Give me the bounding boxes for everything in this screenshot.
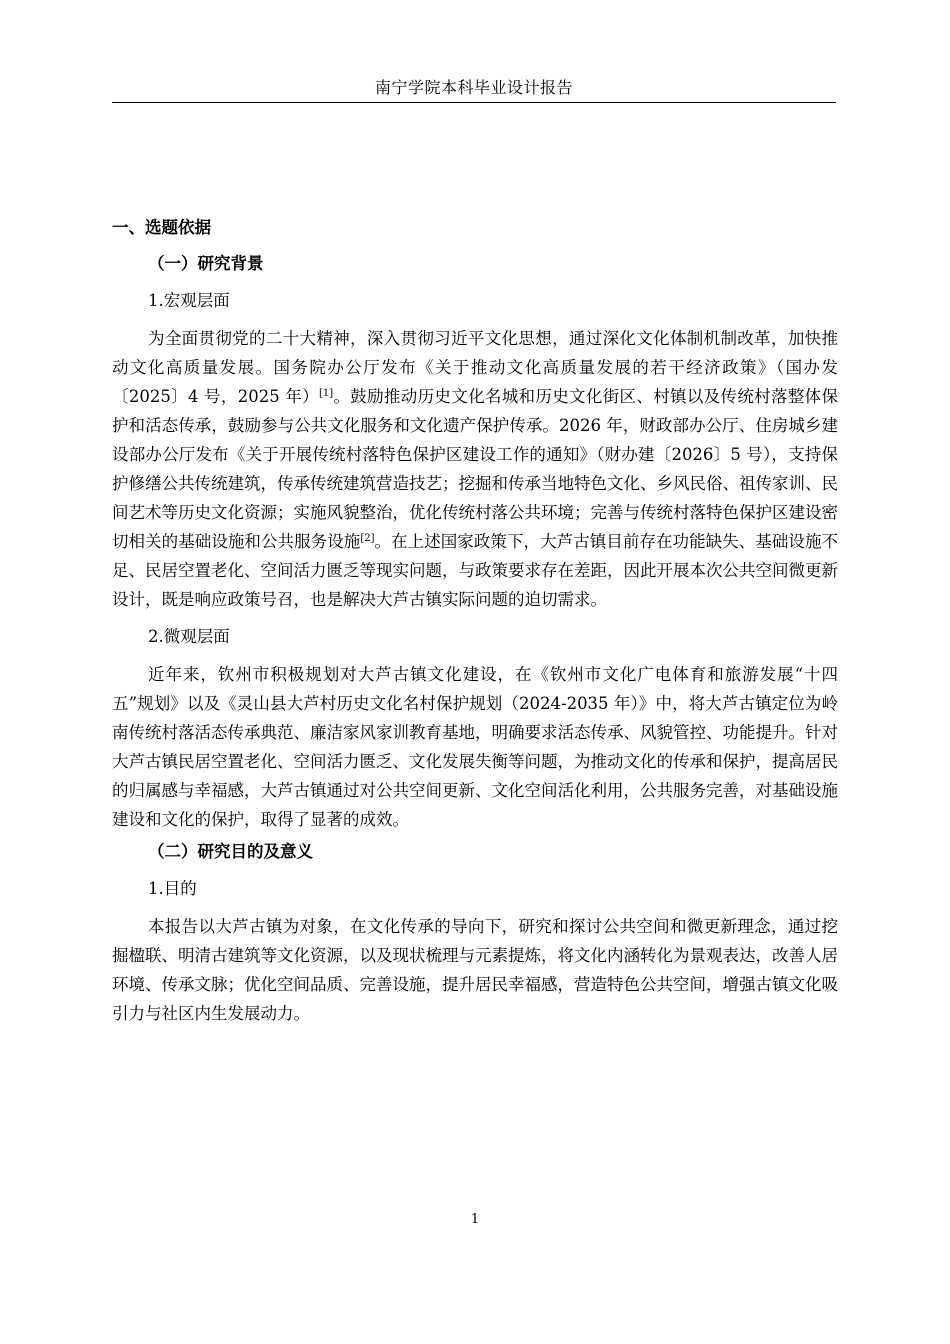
header-title: 南宁学院本科毕业设计报告 bbox=[374, 78, 573, 97]
paragraph-macro-text-b: 。鼓励推动历史文化名城和历史文化街区、村镇以及传统村落整体保护和活态传承，鼓励参与公共文化服务和文化遗产保护传承。2026 年，财政部办公厅、住房城乡建设部办公厅发布《关于开展传统村落特色保护区建设工作的通知》（财办建〔2026〕5 号），支持保护修缮公共传统建筑，传承传统建筑营造技艺；挖掘和传承当地特色文化、乡风民俗、祖传家训、民间艺术等历史文化资源；实施风貌整治，优化传统村落公共环境；完善与传统村落特色保护区建设密切相关的基础设施和公共服务设施 bbox=[112, 387, 838, 551]
page-number: 1 bbox=[470, 1212, 480, 1227]
subsection-heading-research-background: （一）研究背景 bbox=[148, 254, 264, 273]
page-header bbox=[112, 74, 836, 103]
page-body bbox=[112, 210, 838, 1032]
heading-purpose: 1.目的 bbox=[148, 879, 197, 898]
paragraph-macro-text-a: 为全面贯彻党的二十大精神，深入贯彻习近平文化思想，通过深化文化体制机制改革，加快推动文化高质量发展。国务院办公厅发布《关于推动文化高质量发展的若干经济政策》（国办发〔2025〕4 号，2025 年） bbox=[112, 329, 838, 406]
heading-macro-level: 1.宏观层面 bbox=[148, 291, 230, 310]
paragraph-macro-level bbox=[112, 324, 838, 614]
citation-1: [1] bbox=[318, 388, 334, 399]
subsection-heading-purpose-significance: （二）研究目的及意义 bbox=[148, 842, 313, 861]
paragraph-micro-level: 近年来，钦州市积极规划对大芦古镇文化建设，在《钦州市文化广电体育和旅游发展“十四五”规划》以及《灵山县大芦村历史文化名村保护规划（2024-2035 年）》中，将大芦古镇定位为岭南传统村落活态传承典范、廉洁家风家训教育基地，明确要求活态传承、风貌管控、功能提升。针对大芦古镇民居空置老化、空间活力匮乏、文化发展失衡等问题，为推动文化的传承和保护，提高居民的归属感与幸福感，大芦古镇通过对公共空间更新、文化空间活化利用，公共服务完善，对基础设施建设和文化的保护，取得了显著的成效。 bbox=[112, 665, 838, 829]
paragraph-purpose: 本报告以大芦古镇为对象，在文化传承的导向下，研究和探讨公共空间和微更新理念，通过挖掘楹联、明清古建筑等文化资源，以及现状梳理与元素提炼，将文化内涵转化为景观表达，改善人居环境、传承文脉；优化空间品质、完善设施，提升居民幸福感，营造特色公共空间，增强古镇文化吸引力与社区内生发展动力。 bbox=[112, 917, 838, 1023]
paragraph-macro-text-c: 。在上述国家政策下，大芦古镇目前存在功能缺失、基础设施不足、民居空置老化、空间活力匮乏等现实问题，与政策要求存在差距，因此开展本次公共空间微更新设计，既是响应政策号召，也是解决大芦古镇实际问题的迫切需求。 bbox=[112, 532, 839, 609]
citation-2: [2] bbox=[360, 533, 375, 544]
heading-micro-level: 2.微观层面 bbox=[148, 627, 230, 646]
section-heading-1: 一、选题依据 bbox=[112, 218, 211, 237]
